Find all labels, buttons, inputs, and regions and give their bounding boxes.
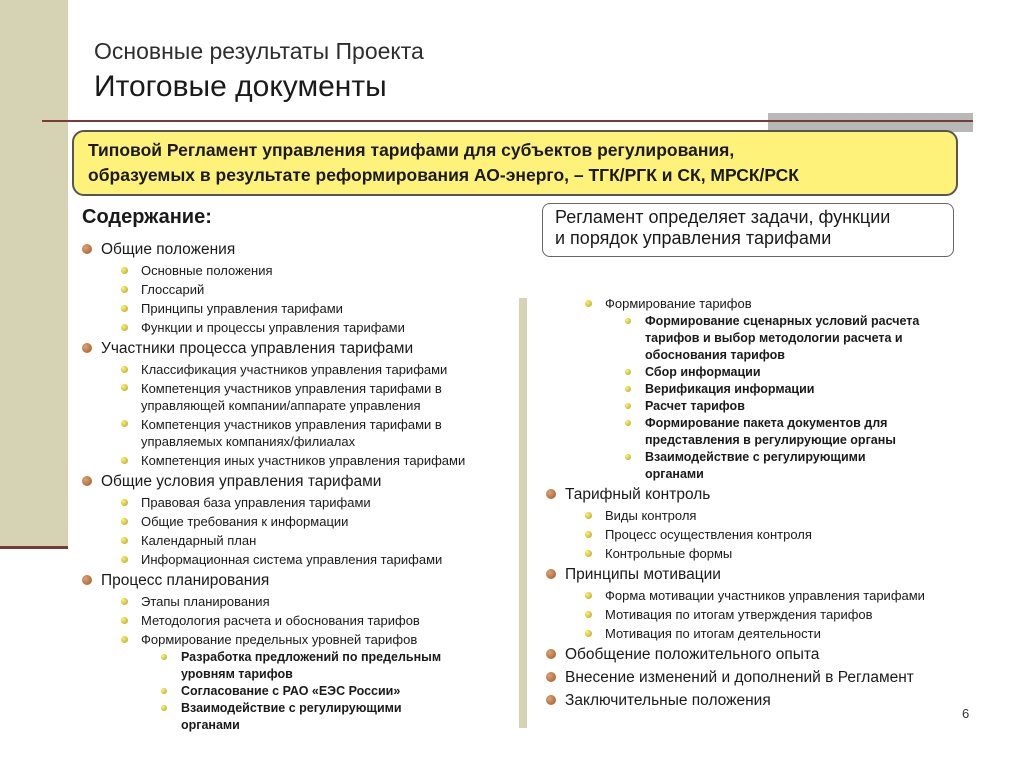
- list-item-label: Принципы управления тарифами: [141, 301, 343, 316]
- bullet-icon: [625, 454, 631, 460]
- list-item-label: Компетенция иных участников управления тарифами: [141, 453, 466, 468]
- bullet-icon: [161, 705, 167, 711]
- list-item-label: Контрольные формы: [605, 546, 733, 561]
- sub-list-item-label: Взаимодействие с регулирующими органами: [645, 450, 866, 481]
- list-item: [80, 280, 520, 299]
- sub-list-item-label: Формирование сценарных условий расчета тарифов и выбор методологии расчета и обоснования тарифов: [645, 314, 920, 362]
- sub-list-item: [544, 449, 924, 483]
- bullet-icon: [121, 457, 128, 464]
- list-item: [80, 550, 520, 569]
- list-item: [80, 630, 520, 649]
- list-item-label: Мотивация по итогам деятельности: [605, 626, 821, 641]
- list-item-label: Формирование предельных уровней тарифов: [141, 632, 418, 647]
- bullet-icon: [121, 556, 128, 563]
- sub-list-item: [80, 683, 520, 700]
- section-general: [80, 238, 520, 261]
- bullet-icon: [625, 403, 631, 409]
- bullet-icon: [121, 384, 128, 391]
- bullet-icon: [546, 695, 556, 705]
- bullet-icon: [121, 324, 128, 331]
- list-item: [80, 592, 520, 611]
- list-item-label: Виды контроля: [605, 508, 697, 523]
- bullet-icon: [121, 267, 128, 274]
- list-item-label: Методология расчета и обоснования тарифов: [141, 613, 420, 628]
- bullet-icon: [121, 598, 128, 605]
- bullet-icon: [625, 420, 631, 426]
- section-title: Внесение изменений и дополнений в Регламент: [565, 669, 914, 686]
- bullet-icon: [121, 366, 128, 373]
- sub-list-item: [80, 649, 490, 683]
- section-title: Участники процесса управления тарифами: [101, 340, 414, 357]
- bullet-icon: [585, 531, 592, 538]
- list-item-label: Информационная система управления тарифами: [141, 552, 443, 567]
- list-item: [544, 544, 974, 563]
- section-title: Обобщение положительного опыта: [565, 646, 820, 663]
- list-item: [80, 531, 520, 550]
- list-item: [80, 379, 520, 415]
- banner-line-2: образуемых в результате реформирования АО-энерго, – ТГК/РГК и СК, МРСК/РСК: [88, 165, 799, 185]
- list-item-label: Функции и процессы управления тарифами: [141, 320, 405, 335]
- list-item: [80, 261, 520, 280]
- section-title: Принципы мотивации: [565, 566, 721, 583]
- bullet-icon: [121, 286, 128, 293]
- list-item-label: Формирование тарифов: [605, 296, 752, 311]
- list-item: [80, 493, 520, 512]
- bullet-icon: [161, 654, 167, 660]
- section-title: Общие положения: [101, 241, 236, 258]
- bullet-icon: [585, 550, 592, 557]
- section-best-practice: [544, 643, 974, 666]
- bullet-icon: [121, 617, 128, 624]
- section-final-provisions: [544, 689, 974, 712]
- bullet-icon: [82, 575, 92, 585]
- list-item: [544, 525, 974, 544]
- column-divider: [519, 298, 527, 728]
- section-tariff-control: [544, 483, 974, 506]
- sub-list-item: [80, 700, 450, 734]
- list-item-label: Форма мотивации участников управления тарифами: [605, 588, 925, 603]
- list-item: [544, 294, 974, 313]
- slide-subtitle: Итоговые документы: [94, 70, 387, 103]
- bullet-icon: [546, 569, 556, 579]
- list-item-label: Мотивация по итогам утверждения тарифов: [605, 607, 873, 622]
- bullet-icon: [82, 343, 92, 353]
- bullet-icon: [546, 672, 556, 682]
- bullet-icon: [585, 611, 592, 618]
- sub-list-item-label: Верификация информации: [645, 382, 815, 396]
- sub-list-item-label: Расчет тарифов: [645, 399, 745, 413]
- section-participants: [80, 337, 520, 360]
- list-item: [80, 415, 520, 451]
- section-amendments: [544, 666, 974, 689]
- section-motivation: [544, 563, 974, 586]
- sub-list-item-label: Сбор информации: [645, 365, 761, 379]
- list-item-label: Общие требования к информации: [141, 514, 349, 529]
- list-item-label: Основные положения: [141, 263, 273, 278]
- contents-left-column: [80, 238, 520, 734]
- bullet-icon: [625, 318, 631, 324]
- list-item: [80, 360, 520, 379]
- bullet-icon: [82, 244, 92, 254]
- list-item: [80, 611, 520, 630]
- bullet-icon: [625, 386, 631, 392]
- sub-list-item-label: Разработка предложений по предельным уровням тарифов: [181, 650, 442, 681]
- bullet-icon: [82, 476, 92, 486]
- list-item-label: Классификация участников управления тарифами: [141, 362, 448, 377]
- section-title: Тарифный контроль: [565, 486, 711, 503]
- list-item-label: Этапы планирования: [141, 594, 270, 609]
- note-line-2: и порядок управления тарифами: [555, 228, 832, 248]
- page-number: 6: [962, 706, 970, 721]
- list-item: [544, 624, 974, 643]
- list-item: [80, 299, 520, 318]
- section-title: Заключительные положения: [565, 692, 771, 709]
- regulation-note: [542, 203, 954, 257]
- bullet-icon: [121, 420, 128, 427]
- sub-list-item: [544, 415, 964, 449]
- sub-list-item-label: Взаимодействие с регулирующими органами: [181, 701, 402, 732]
- list-item-label: Календарный план: [141, 533, 257, 548]
- sub-list-item: [544, 398, 974, 415]
- list-item: [80, 512, 520, 531]
- slide-title: Основные результаты Проекта: [94, 38, 424, 64]
- list-item: [544, 506, 974, 525]
- bullet-icon: [585, 300, 592, 307]
- left-decorative-band: [0, 0, 68, 548]
- section-title: Общие условия управления тарифами: [101, 473, 382, 490]
- contents-right-column: [544, 294, 974, 712]
- list-item-label: Процесс осуществления контроля: [605, 527, 812, 542]
- list-item: [544, 605, 974, 624]
- sub-list-item-label: Согласование с РАО «ЕЭС России»: [181, 684, 401, 698]
- bullet-icon: [121, 305, 128, 312]
- bullet-icon: [161, 688, 167, 694]
- bullet-icon: [585, 592, 592, 599]
- section-planning: [80, 569, 520, 592]
- note-line-1: Регламент определяет задачи, функции: [555, 207, 891, 227]
- sub-list-item-label: Формирование пакета документов для представления в регулирующие органы: [645, 416, 896, 447]
- list-item: [80, 451, 520, 470]
- bullet-icon: [121, 537, 128, 544]
- section-conditions: [80, 470, 520, 493]
- left-band-underline: [0, 546, 68, 549]
- sub-list-item: [544, 313, 964, 364]
- bullet-icon: [546, 489, 556, 499]
- list-item-label: Правовая база управления тарифами: [141, 495, 371, 510]
- bullet-icon: [625, 369, 631, 375]
- sub-list-item: [544, 364, 974, 381]
- section-title: Процесс планирования: [101, 572, 270, 589]
- list-item: [544, 586, 974, 605]
- bullet-icon: [121, 636, 128, 643]
- bullet-icon: [121, 518, 128, 525]
- banner-line-1: Типовой Регламент управления тарифами для субъектов регулирования,: [88, 140, 735, 160]
- bullet-icon: [585, 630, 592, 637]
- bullet-icon: [585, 512, 592, 519]
- bullet-icon: [121, 499, 128, 506]
- regulation-banner: [72, 130, 958, 196]
- bullet-icon: [546, 649, 556, 659]
- list-item: [80, 318, 520, 337]
- list-item-label: Глоссарий: [141, 282, 205, 297]
- list-item-label: Компетенция участников управления тарифами в управляющей компании/аппарате управления: [141, 381, 442, 413]
- list-item-label: Компетенция участников управления тарифами в управляемых компаниях/филиалах: [141, 417, 442, 449]
- title-rule: [42, 120, 973, 122]
- contents-heading: Содержание:: [82, 206, 212, 228]
- sub-list-item: [544, 381, 974, 398]
